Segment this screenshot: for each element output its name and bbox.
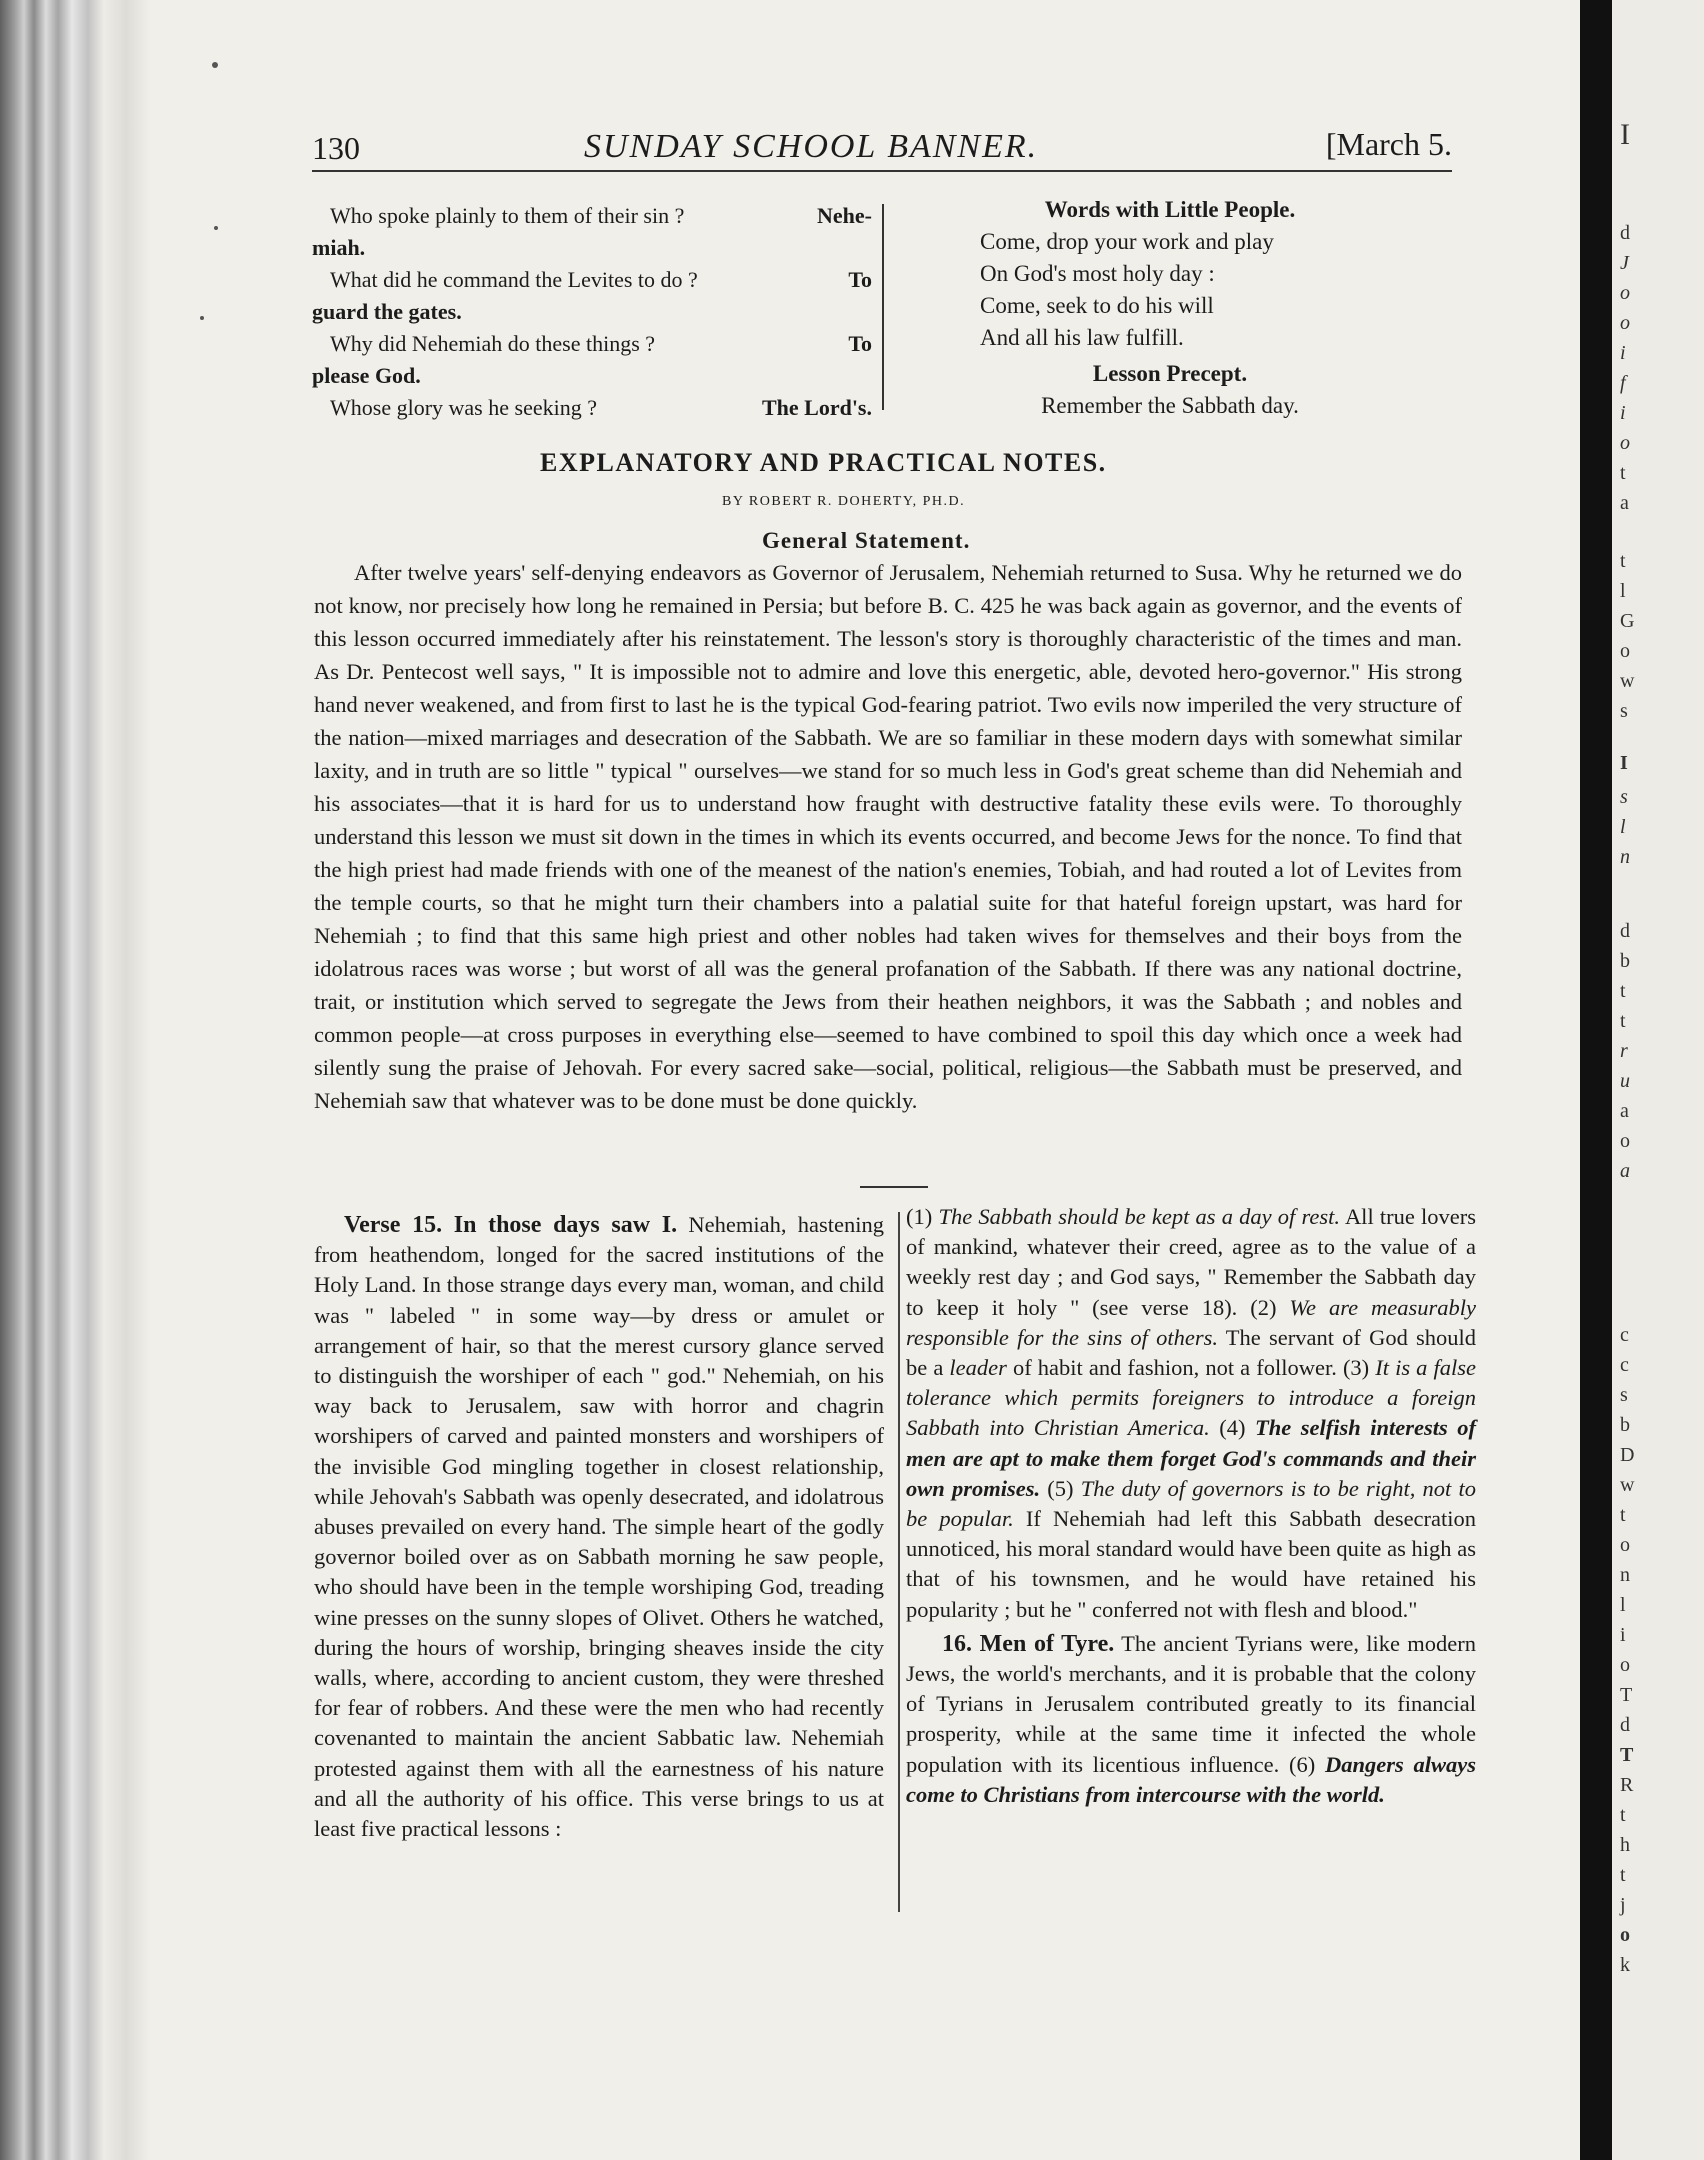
facing-page-edge: I d J o o i f i o t a t l G o w s I s l n d b t t r u a o a c c s b D w t o n l i o T d T R t h t j o k bbox=[1612, 0, 1704, 2160]
poem-line: And all his law fulfill. bbox=[980, 325, 1184, 350]
publication-title: SUNDAY SCHOOL BANNER. bbox=[584, 128, 1039, 165]
lesson-1: The Sabbath should be kept as a day of rest. bbox=[938, 1204, 1340, 1229]
question-row: Why did Nehemiah do these things ? To bbox=[330, 331, 872, 356]
precept-title: Lesson Precept. bbox=[1092, 361, 1248, 386]
page-number: 130 bbox=[312, 130, 360, 166]
question-row: What did he command the Levites to do ? To bbox=[330, 267, 872, 292]
verse-15-heading: Verse 15. In those days saw I. bbox=[344, 1212, 678, 1238]
notes-title: EXPLANATORY AND PRACTICAL NOTES. bbox=[540, 448, 1107, 477]
lesson-3: It is a false tolerance which permits foreigners to introduce a foreign Sabbath into Christian America. bbox=[906, 1355, 1476, 1441]
answer-continuation: miah. bbox=[312, 235, 366, 260]
author-byline: BY ROBERT R. DOHERTY, PH.D. bbox=[722, 494, 966, 509]
issue-date: [March 5. bbox=[1325, 126, 1452, 162]
column-divider bbox=[882, 204, 884, 410]
lesson-2: We are measurably responsible for the sins of others. bbox=[906, 1294, 1476, 1350]
poem-line: Come, seek to do his will bbox=[980, 293, 1214, 318]
question-row: Who spoke plainly to them of their sin ? Nehe- bbox=[330, 203, 872, 228]
page-gutter bbox=[1580, 0, 1612, 2160]
ink-speck bbox=[214, 226, 218, 230]
ink-speck bbox=[212, 62, 218, 68]
general-statement-body: After twelve years' self-denying endeavors as Governor of Jerusalem, Nehemiah returned to Susa. Why he returned we do not know, nor precisely how long he remained in Persia; but before B. C. 425 he was back again as governor, and the events of this lesson occurred immediately after his reinstatement. The lesson's story is thoroughly characteristic of the times and man. As Dr. Pentecost well says, " It is impossible not to admire and love this energetic, able, devoted hero-governor." His strong hand never weakened, and from first to last he is the typical God-fearing patriot. Two evils now imperiled the very structure of the nation—mixed marriages and desecration of the Sabbath. We are so familiar in these modern days with somewhat similar laxity, and in truth are so little " typical " ourselves—we stand for so much less in God's great scheme than did Nehemiah and his associates—that it is hard for us to understand how fraught with destructive fatality these evils were. To thoroughly understand this lesson we must sit down in the times in which its events occurred, and become Jews for the nonce. To find that the high priest had made friends with one of the meanest of the nation's enemies, Tobiah, and had routed a lot of Levites from the temple courts, so that he might turn their chambers into a palatial suite for that hateful foreign upstart, was hard for Nehemiah ; to find that this same high priest and other nobles had taken wives for themselves and their boys from the idolatrous races was worse ; but worst of all was the general profanation of the Sabbath. If there was any national doctrine, trait, or institution which served to segregate the Jews from their heathen neighbors, it was the Sabbath ; and nobles and common people—at cross purposes in everything else—seemed to have combined to spoil this day which once a week had silently sung the praise of Jehovah. For every sacred sake—social, political, religious—the Sabbath must be preserved, and Nehemiah saw that whatever was to be done must be done quickly. bbox=[314, 560, 1462, 1113]
lesson-questions bbox=[312, 200, 872, 424]
answer-continuation: guard the gates. bbox=[312, 299, 462, 324]
verse-16-note: 16. Men of Tyre. The ancient Tyrians were, like modern Jews, the world's merchants, and it is probable that the colony of Tyrians in Jerusalem contributed greatly to its financial prosperity, while at the same time it infected the whole population with its licentious influence. (6) Dangers always come to Christians from intercourse with the world. bbox=[906, 1630, 1477, 1807]
lesson-5: The duty of governors is to be right, not to be popular. bbox=[906, 1475, 1476, 1532]
lesson-4: The selfish interests of men are apt to make them forget God's commands and their own promises. bbox=[906, 1415, 1477, 1501]
verse-15-body: Nehemiah, hastening from heathendom, longed for the sacred institutions of the Holy Land. In those strange days every man, woman, and child was " labeled " in some way—by dress or amulet or arrangement of hair, so that the merest cursory glance served to distinguish the worshiper of each " god." Nehemiah, on his way back to Jerusalem, saw with horror and chagrin worshipers of carved and painted monsters and worshipers of the invisible God mingling together in closest relationship, while Jehovah's Sabbath was openly desecrated, and idolatrous abuses prevailed on every hand. The simple heart of the godly governor boiled over as on Sabbath morning he saw people, who should have been in the temple worshiping God, treading wine presses on the sunny slopes of Olivet. Others he watched, during the hours of worship, bringing sheaves inside the city walls, where, according to ancient custom, they were threshed for fear of robbers. And these were the men who had recently covenanted to maintain the ancient Sabbatic law. Nehemiah protested against them with all the earnestness of his nature and all the authority of his office. This verse brings to us at least five practical lessons : bbox=[314, 1212, 884, 1842]
little-people-box bbox=[980, 194, 1360, 422]
section-separator bbox=[860, 1186, 928, 1188]
poem-line: Come, drop your work and play bbox=[980, 229, 1274, 254]
page-binding-edge bbox=[0, 0, 150, 2160]
lessons-paragraph: (1) The Sabbath should be kept as a day of rest. All true lovers of mankind, whatever their creed, agree as to the value of a weekly rest day ; and God says, " Remember the Sabbath day to keep it holy " (see verse 18). (2) We are measurably responsible for the sins of others. The servant of God should be a leader of habit and fashion, not a follower. (3) It is a false tolerance which permits foreigners to introduce a foreign Sabbath into Christian America. (4) The selfish interests of men are apt to make them forget God's commands and their own promises. (5) The duty of governors is to be right, not to be popular. If Nehemiah had left this Sabbath desecration unnoticed, his moral standard would have been quite as high as that of his townsmen, and he would have retained his popularity ; but he " conferred not with flesh and blood." bbox=[906, 1204, 1477, 1622]
precept-text: Remember the Sabbath day. bbox=[1041, 393, 1299, 418]
general-statement-title: General Statement. bbox=[762, 528, 971, 553]
page-header bbox=[312, 126, 1452, 172]
verse-16-heading: 16. Men of Tyre. bbox=[942, 1630, 1115, 1657]
poem-line: On God's most holy day : bbox=[980, 261, 1215, 286]
little-people-title: Words with Little People. bbox=[1044, 197, 1296, 222]
lesson-6: Dangers always come to Christians from intercourse with the world. bbox=[906, 1751, 1477, 1807]
column-divider-lower bbox=[898, 1212, 900, 1912]
practical-lessons bbox=[906, 1202, 1476, 1810]
verse-15-note bbox=[314, 1210, 884, 1844]
ink-speck bbox=[200, 316, 204, 320]
answer-continuation: please God. bbox=[312, 363, 421, 388]
question-row: Whose glory was he seeking ? The Lord's. bbox=[330, 395, 872, 420]
